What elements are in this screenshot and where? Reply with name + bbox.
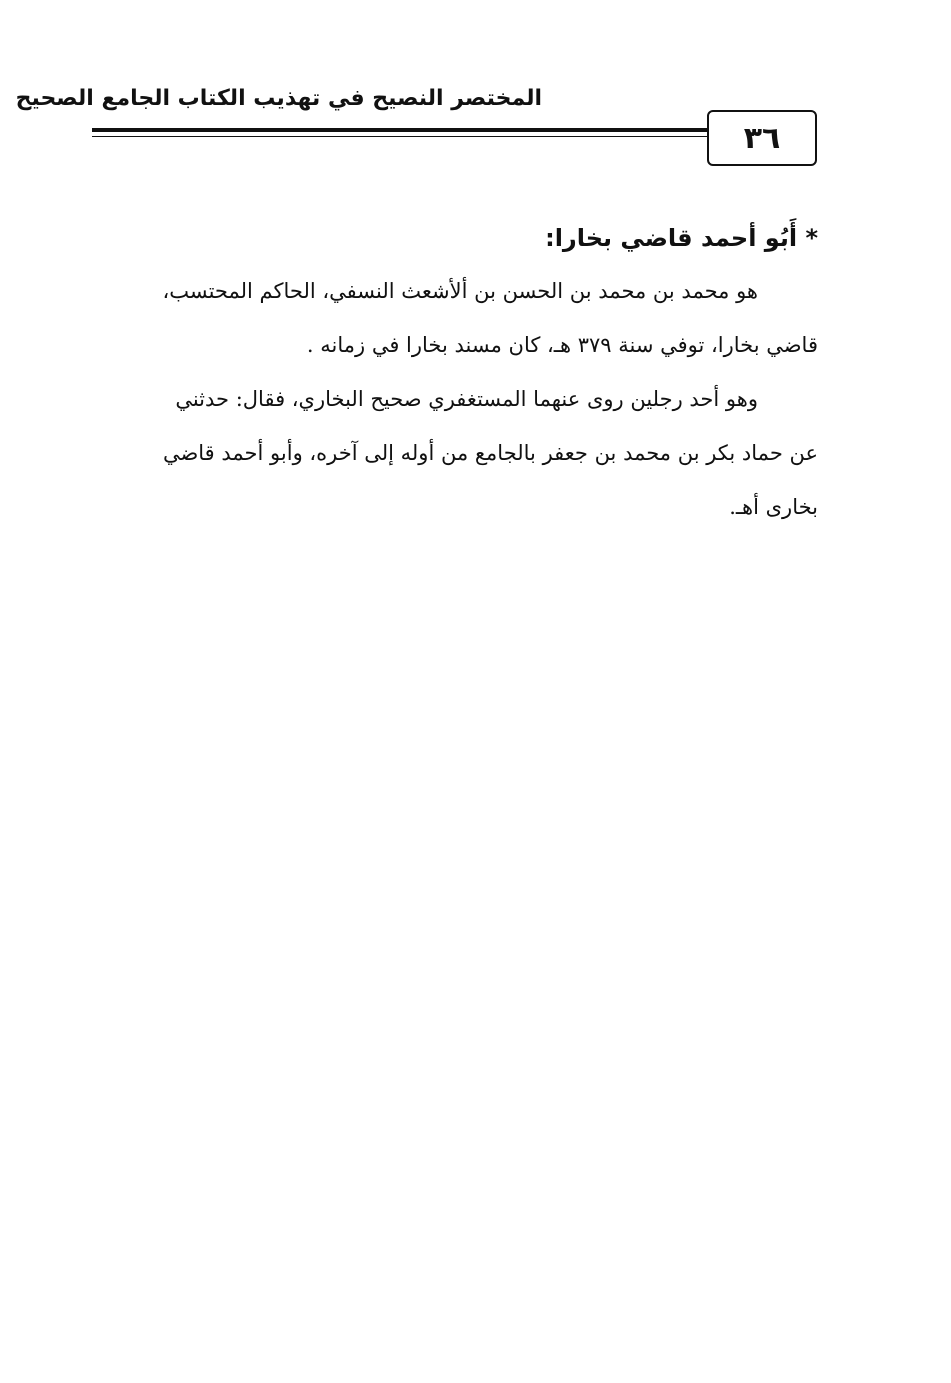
- page-number: ٣٦: [743, 120, 781, 156]
- paragraph-line: بخارى أهـ.: [729, 495, 818, 519]
- paragraph-biography: [84, 264, 818, 372]
- header-rule-thin: [92, 136, 712, 137]
- paragraph-line: عن حماد بكر بن محمد بن جعفر بالجامع من أوله إلى آخره، وأبو أحمد قاضي: [162, 441, 818, 465]
- paragraph-narration: [84, 372, 818, 534]
- paragraph-line: هو محمد بن محمد بن الحسن بن ألأشعث النسفي، الحاكم المحتسب،: [162, 279, 758, 303]
- main-content: [84, 212, 818, 534]
- section-heading: * أَبُو أحمد قاضي بخارا:: [545, 224, 818, 252]
- running-title: المختصر النصيح في تهذيب الكتاب الجامع الصحيح: [15, 86, 542, 111]
- header-rule-thick: [92, 128, 712, 132]
- page-number-box: [707, 110, 817, 166]
- paragraph-line: وهو أحد رجلين روى عنهما المستغفري صحيح البخاري، فقال: حدثني: [175, 387, 758, 411]
- paragraph-line: قاضي بخارا، توفي سنة ٣٧٩ هـ، كان مسند بخارا في زمانه .: [306, 333, 818, 357]
